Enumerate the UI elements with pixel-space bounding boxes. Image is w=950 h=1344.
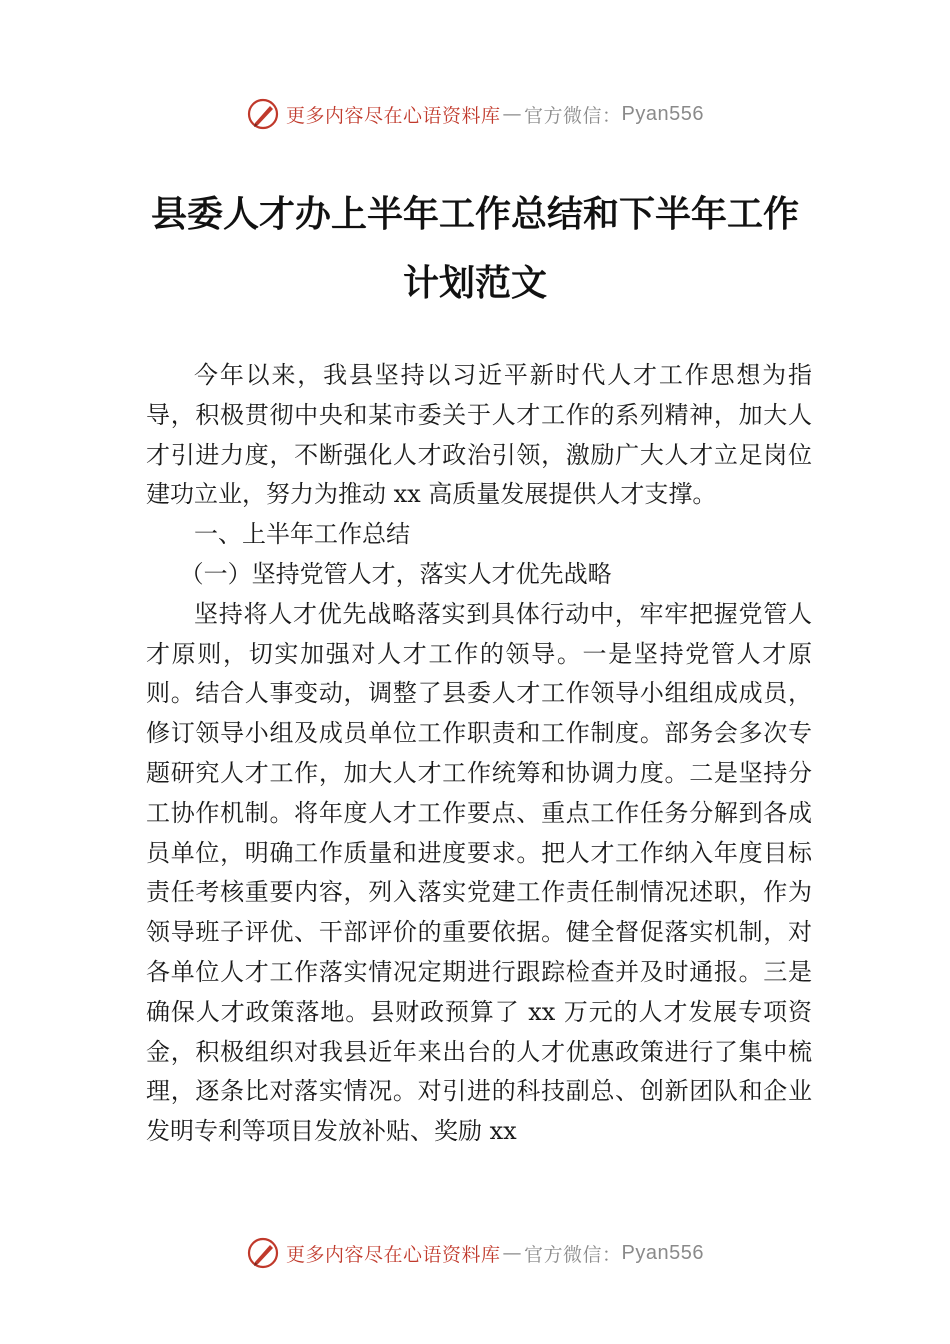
document-title-line-2: 计划范文	[402, 263, 547, 304]
banner-wechat-id: Pyan556	[621, 1241, 704, 1264]
banner-wechat-label: 官方微信：	[524, 1243, 622, 1266]
subsection-body-paragraph: 坚持将人才优先战略落实到具体行动中，牢牢把握党管人才原则，切实加强对人才工作的领导。一是坚持党管人才原则。结合人事变动，调整了县委人才工作领导小组组成成员，修订领导小组及成员单位工作职责和工作制度。部务会多次专题研究人才工作，加大人才工作统筹和协调力度。二是坚持分工协作机制。将年度人才工作要点、重点工作任务分解到各成员单位，明确工作质量和进度要求。把人才工作纳入年度目标责任考核重要内容，列入落实党建工作责任制情况述职，作为领导班子评优、干部评价的重要依据。健全督促落实机制，对各单位人才工作落实情况定期进行跟踪检查并及时通报。三是确保人才政策落地。县财政预算了 xx 万元的人才发展专项资金，积极组织对我县近年来出台的人才优惠政策进行了集中梳理，逐条比对落实情况。对引进的科技副总、创新团队和企业发明专利等项目发放补贴、奖励 xx	[146, 599, 812, 1146]
banner-site-name: 更多内容尽在心语资料库	[286, 104, 501, 127]
subsection-heading: （一）坚持党管人才，落实人才优先战略	[179, 559, 612, 588]
banner-dash: —	[502, 103, 523, 125]
section-heading: 一、上半年工作总结	[194, 520, 410, 549]
header-banner	[0, 92, 950, 136]
intro-paragraph: 今年以来，我县坚持以习近平新时代人才工作思想为指导，积极贯彻中央和某市委关于人才工作的系列精神，加大人才引进力度，不断强化人才政治引领，激励广大人才立足岗位建功立业，努力为推动 xx 高质量发展提供人才支撑。	[146, 361, 812, 509]
banner-wechat-id: Pyan556	[621, 102, 704, 125]
banner-dash: —	[502, 1242, 523, 1264]
pen-logo-icon	[246, 1236, 280, 1270]
pen-logo-icon	[246, 97, 280, 131]
banner-site-name: 更多内容尽在心语资料库	[286, 1243, 501, 1266]
footer-banner	[0, 1231, 950, 1275]
document-title-line-1: 县委人才办上半年工作总结和下半年工作	[150, 194, 799, 235]
document-body	[146, 356, 812, 1152]
banner-wechat-label: 官方微信：	[524, 104, 622, 127]
